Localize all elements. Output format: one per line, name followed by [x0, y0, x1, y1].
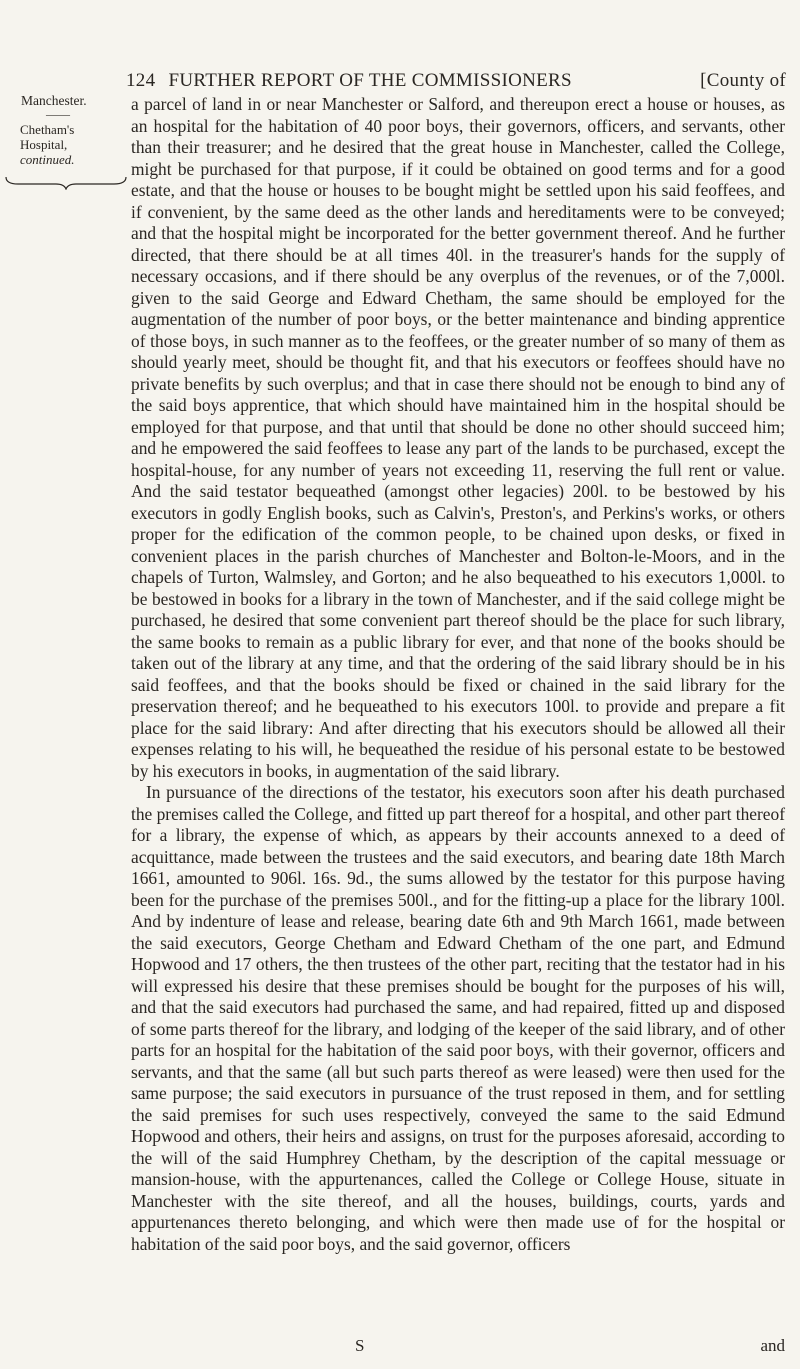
- sidenote-dash: ——: [46, 107, 70, 121]
- paragraph: In pursuance of the directions of the testator, his executors soon after his death purchased the premises called the College, and fitted up part thereof for a hospital, and other part thereof for a library, the expense of which, as appears by their accounts annexed to a deed of acquittance, made between the trustees and the said executors, and bearing date 18th March 1661, amounted to 906l. 16s. 9d., the sums allowed by the testator for this purpose having been for the purchase of the premises 500l., and for the fitting-up a place for the library 100l. And by indenture of lease and release, bearing date 6th and 9th March 1661, made between the said executors, George Chetham and Edward Chetham of the one part, and Edmund Hopwood and 17 others, the then trustees of the other part, reciting that the testator had in his will expressed his desire that these premises should be bought for the purposes of his will, and that the said executors had purchased the same, and had repaired, fitted up and disposed of some parts thereof for the library, and lodging of the keeper of the said library, and of other parts for an hospital for the habitation of the said poor boys, with their governor, officers and servants, and that the same (all but such parts thereof as were leased) were then used for the same purpose; the said executors in pursuance of the trust reposed in them, and for settling the said premises for such uses respectively, conveyed the same to the said Edmund Hopwood and others, their heirs and assigns, on trust for the purposes aforesaid, according to the will of the said Humphrey Chetham, by the description of the capital messuage or mansion-house, with the appurtenances, called the College or College House, situate in Manchester with the site thereof, and all the houses, buildings, courts, yards and appurtenances thereto belonging, and which were then made use of for the hospital or habitation of the said poor boys, and the said governor, officers: [131, 782, 785, 1254]
- running-title: FURTHER REPORT OF THE COMMISSIONERS: [168, 70, 572, 91]
- sidenote-county: Manchester.: [21, 93, 87, 108]
- paragraph: a parcel of land in or near Manchester or Salford, and thereupon erect a house or houses, as an hospital for the habitation of 40 poor boys, their governors, officers, and servants, other than their treasurer; and he desired that the great house in Manchester, called the College, might be purchased for that purpose, if it could be obtained on good terms and for a good estate, and that the house or houses to be bought might be settled upon his said feoffees, and if convenient, by the same deed as the other lands and hereditaments were to be conveyed; and that the hospital might be incorporated for the better government thereof. And he further directed, that there should be at all times 40l. in the treasurer's hands for the supply of necessary occasions, and if there should be any overplus of the revenues, or of the 7,000l. given to the said George and Edward Chetham, the same should be employed for the augmentation of the number of poor boys, or the better maintenance and binding apprentice of those boys, in such manner as to the feoffees, or the greater number of so many of them as should yearly meet, should be thought fit, and that his executors or feoffees should have no private benefits by such overplus; and that in case there should not be enough to bind any of the said boys apprentice, that which should have maintained him in the hospital should be employed for that purpose, and that until that should be done no other should succeed him; and he empowered the said feoffees to lease any part of the lands to be purchased, except the hospital-house, for any number of years not exceeding 11, reserving the full rent or value. And the said testator bequeathed (amongst other legacies) 200l. to be bestowed by his executors in godly English books, such as Calvin's, Preston's, and Perkins's works, or others proper for the edification of the common people, to be chained upon desks, or fixed in convenient places in the parish churches of Manchester and Bolton-le-Moors, and in the chapels of Turton, Walmsley, and Gorton; and he also bequeathed to his executors 1,000l. to be bestowed in books for a library in the town of Manchester, and if the said college might be purchased, he desired that some convenient part thereof should be the place for such library, the same books to remain as a public library for ever, and that none of the books should be taken out of the library at any time, and that the ordering of the said library should be in his said feoffees, and that the books should be fixed or chained in the said library for the preservation thereof; and he bequeathed to his executors 100l. to provide and prepare a fit place for the said library: And after directing that his executors should be allowed all their expenses relating to his will, he bequeathed the residue of his personal estate to be bestowed by his executors in books, in augmentation of the said library.: [131, 94, 785, 781]
- body-text: [131, 94, 785, 1255]
- running-county: [County of: [700, 70, 786, 91]
- sidenote-heading: [20, 122, 120, 167]
- sidenote-continued: continued.: [20, 152, 75, 167]
- sidenote-heading-text: Chetham's Hospital,: [20, 122, 75, 152]
- page-number: 124: [126, 70, 156, 91]
- catchword: and: [760, 1336, 785, 1355]
- sidenote-brace: [4, 176, 128, 190]
- signature-mark: S: [355, 1336, 365, 1355]
- running-header: [126, 70, 786, 92]
